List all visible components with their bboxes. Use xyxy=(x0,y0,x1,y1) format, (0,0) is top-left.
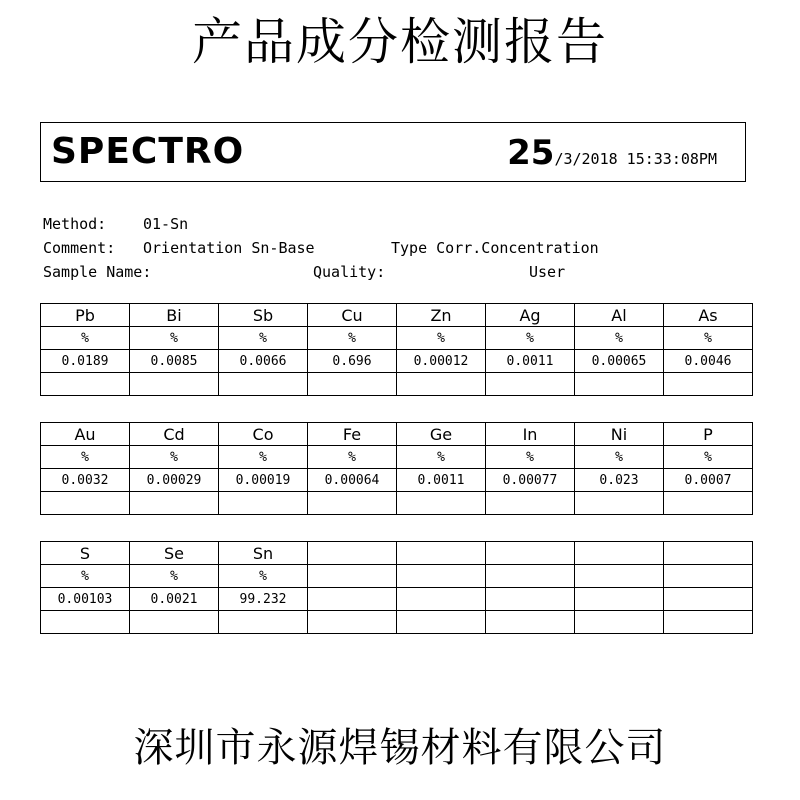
empty-cell xyxy=(41,373,130,396)
element-unit: % xyxy=(664,327,753,350)
empty-cell xyxy=(575,373,664,396)
element-unit: % xyxy=(41,446,130,469)
element-unit: % xyxy=(41,327,130,350)
element-symbol: Pb xyxy=(41,304,130,327)
empty-cell xyxy=(308,611,397,634)
element-symbol: P xyxy=(664,423,753,446)
element-value: 0.0046 xyxy=(664,350,753,373)
element-value: 0.00012 xyxy=(397,350,486,373)
element-unit: % xyxy=(308,446,397,469)
element-unit: % xyxy=(308,327,397,350)
element-symbol: Cd xyxy=(130,423,219,446)
element-value: 0.023 xyxy=(575,469,664,492)
element-unit: % xyxy=(219,446,308,469)
element-table-3 xyxy=(40,541,753,634)
element-value: 0.00103 xyxy=(41,588,130,611)
element-value: 0.0007 xyxy=(664,469,753,492)
element-symbol: S xyxy=(41,542,130,565)
date-rest: /3/2018 15:33:08PM xyxy=(554,150,717,168)
empty-cell xyxy=(41,492,130,515)
element-unit xyxy=(575,565,664,588)
empty-cell xyxy=(397,373,486,396)
element-symbol: Ag xyxy=(486,304,575,327)
empty-cell xyxy=(575,492,664,515)
quality-label: Quality: xyxy=(313,263,386,281)
element-unit: % xyxy=(575,446,664,469)
element-value: 0.0032 xyxy=(41,469,130,492)
element-value: 0.0189 xyxy=(41,350,130,373)
element-unit: % xyxy=(664,446,753,469)
element-unit: % xyxy=(397,446,486,469)
method-label: Method: xyxy=(43,215,107,233)
company-name: 深圳市永源焊锡材料有限公司 xyxy=(133,725,667,771)
element-symbol: In xyxy=(486,423,575,446)
element-value: 0.00077 xyxy=(486,469,575,492)
element-symbol xyxy=(575,542,664,565)
user-label: User xyxy=(529,263,566,281)
empty-cell xyxy=(664,611,753,634)
element-unit: % xyxy=(130,446,219,469)
element-symbol: Fe xyxy=(308,423,397,446)
element-symbol: Co xyxy=(219,423,308,446)
element-symbol: Sn xyxy=(219,542,308,565)
element-unit xyxy=(308,565,397,588)
element-table-1 xyxy=(40,303,753,396)
sample-name-label: Sample Name: xyxy=(43,263,152,281)
element-value: 0.00029 xyxy=(130,469,219,492)
instrument-header xyxy=(40,122,746,182)
brand-name: SPECTRO xyxy=(51,131,245,172)
empty-cell xyxy=(130,373,219,396)
empty-cell xyxy=(575,611,664,634)
element-value: 0.0021 xyxy=(130,588,219,611)
element-unit xyxy=(664,565,753,588)
element-value: 0.00019 xyxy=(219,469,308,492)
comment-value: Orientation Sn-Base xyxy=(143,239,315,257)
empty-cell xyxy=(130,611,219,634)
empty-cell xyxy=(486,492,575,515)
type-corr-label: Type Corr.Concentration xyxy=(391,239,599,257)
empty-cell xyxy=(486,373,575,396)
empty-cell xyxy=(397,611,486,634)
empty-cell xyxy=(41,611,130,634)
element-symbol: Au xyxy=(41,423,130,446)
empty-cell xyxy=(219,611,308,634)
element-unit: % xyxy=(41,565,130,588)
element-value: 0.0085 xyxy=(130,350,219,373)
empty-cell xyxy=(219,373,308,396)
element-symbol xyxy=(308,542,397,565)
element-symbol: Ni xyxy=(575,423,664,446)
element-symbol xyxy=(397,542,486,565)
element-value: 0.00064 xyxy=(308,469,397,492)
element-table-2 xyxy=(40,422,753,515)
empty-cell xyxy=(664,373,753,396)
element-value: 99.232 xyxy=(219,588,308,611)
element-unit: % xyxy=(219,327,308,350)
element-unit: % xyxy=(219,565,308,588)
element-value: 0.0011 xyxy=(397,469,486,492)
element-value xyxy=(397,588,486,611)
element-unit xyxy=(486,565,575,588)
element-value: 0.0011 xyxy=(486,350,575,373)
element-unit xyxy=(397,565,486,588)
empty-cell xyxy=(308,492,397,515)
element-unit: % xyxy=(130,565,219,588)
element-symbol xyxy=(664,542,753,565)
element-unit: % xyxy=(397,327,486,350)
element-value xyxy=(664,588,753,611)
element-unit: % xyxy=(486,327,575,350)
report-title: 产品成分检测报告 xyxy=(192,13,608,71)
element-value: 0.00065 xyxy=(575,350,664,373)
empty-cell xyxy=(130,492,219,515)
element-value: 0.0066 xyxy=(219,350,308,373)
empty-cell xyxy=(219,492,308,515)
element-symbol: Sb xyxy=(219,304,308,327)
element-unit: % xyxy=(130,327,219,350)
element-symbol: Cu xyxy=(308,304,397,327)
empty-cell xyxy=(397,492,486,515)
element-value: 0.696 xyxy=(308,350,397,373)
element-symbol: Zn xyxy=(397,304,486,327)
empty-cell xyxy=(486,611,575,634)
date-day: 25 xyxy=(507,133,555,173)
element-value xyxy=(308,588,397,611)
element-symbol: Bi xyxy=(130,304,219,327)
element-symbol: Ge xyxy=(397,423,486,446)
empty-cell xyxy=(308,373,397,396)
element-unit: % xyxy=(486,446,575,469)
comment-label: Comment: xyxy=(43,239,116,257)
element-symbol xyxy=(486,542,575,565)
element-symbol: Se xyxy=(130,542,219,565)
measurement-datetime xyxy=(507,133,717,173)
element-value xyxy=(486,588,575,611)
element-symbol: Al xyxy=(575,304,664,327)
element-symbol: As xyxy=(664,304,753,327)
element-value xyxy=(575,588,664,611)
element-unit: % xyxy=(575,327,664,350)
method-value: 01-Sn xyxy=(143,215,189,233)
empty-cell xyxy=(664,492,753,515)
